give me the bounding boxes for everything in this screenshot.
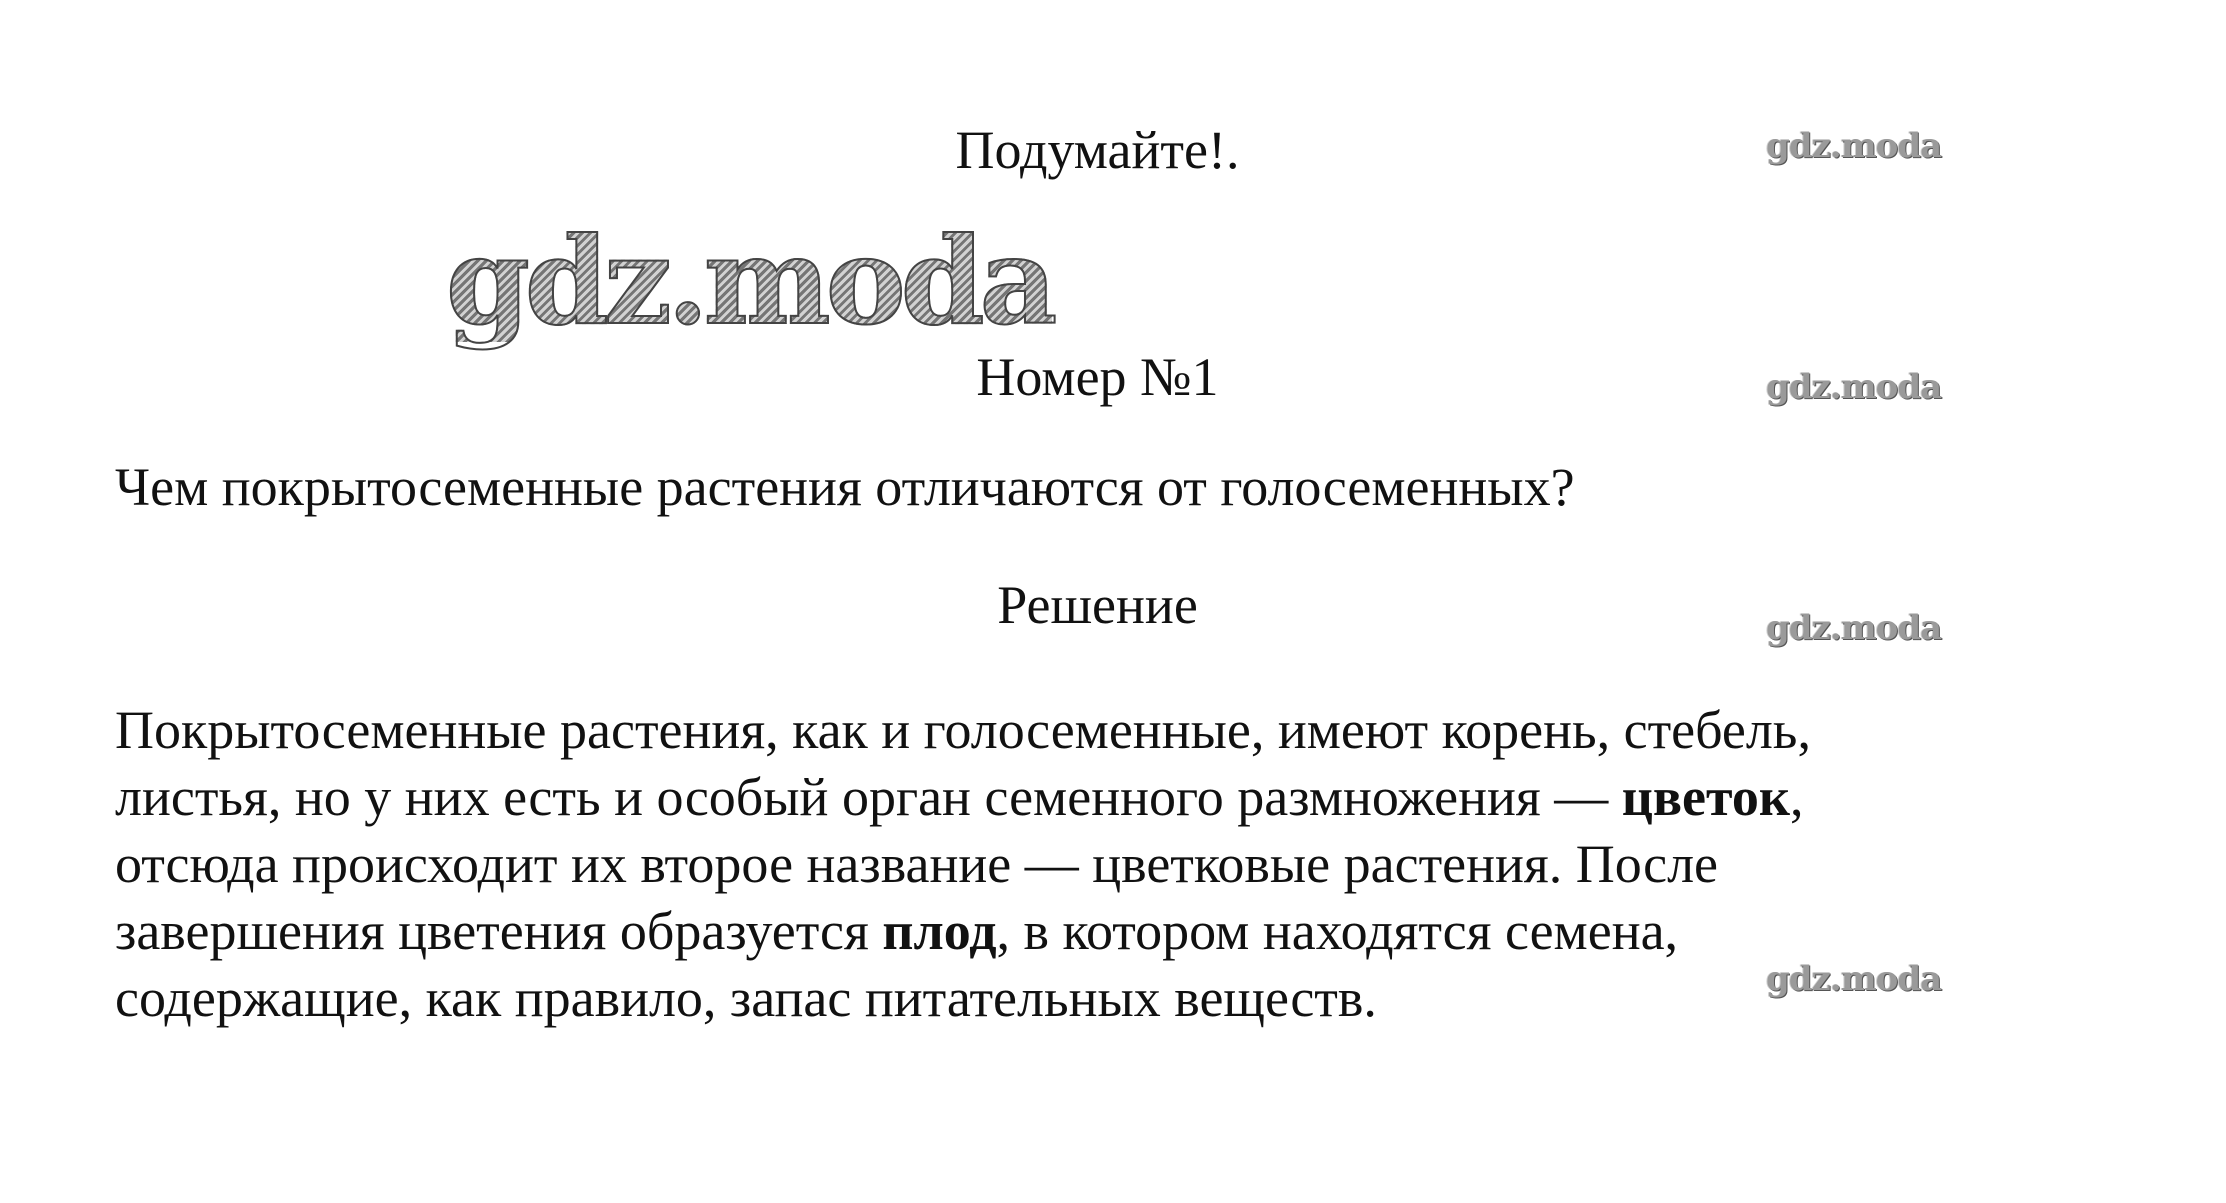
watermark-small: gdz.moda <box>1766 959 1942 999</box>
answer-line-4-end: , в котором находятся семена, <box>996 901 1679 961</box>
answer-line-5: содержащие, как правило, запас питательных веществ. <box>115 968 1377 1028</box>
answer-paragraph <box>115 697 2055 1032</box>
watermark-small: gdz.moda <box>1766 367 1942 407</box>
bold-term-flower: цветок <box>1621 767 1790 827</box>
watermark-large: gdz.moda <box>446 211 1053 352</box>
answer-line-2-end: , <box>1789 767 1804 827</box>
answer-line-4-start: завершения цветения образуется <box>115 901 883 961</box>
page-heading: Подумайте!. <box>955 120 1240 180</box>
answer-line-2-start: листья, но у них есть и особый орган семенного размножения — <box>115 767 1622 827</box>
answer-line-2 <box>115 764 2055 831</box>
exercise-number-title: Номер №1 <box>976 347 1219 407</box>
answer-line-1: Покрытосеменные растения, как и голосеменные, имеют корень, стебель, <box>115 700 1811 760</box>
question-text: Чем покрытосеменные растения отличаются от голосеменных? <box>115 457 1575 517</box>
watermark-small: gdz.moda <box>1766 126 1942 166</box>
watermark-small: gdz.moda <box>1766 608 1942 648</box>
solution-title: Решение <box>997 575 1198 635</box>
answer-line-4 <box>115 898 2055 965</box>
answer-line-3: отсюда происходит их второе название — цветковые растения. После <box>115 834 1718 894</box>
bold-term-fruit: плод <box>882 901 997 961</box>
